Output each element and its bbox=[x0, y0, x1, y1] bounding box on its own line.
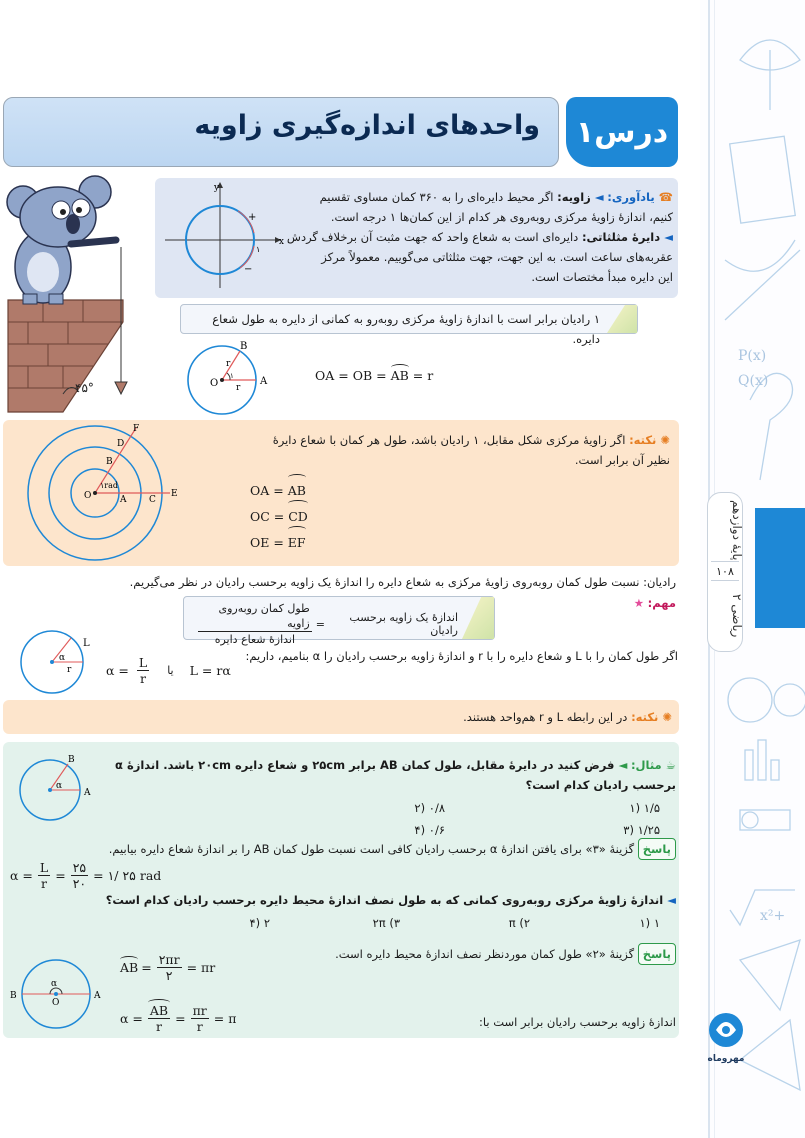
star-icon: ★ bbox=[633, 596, 644, 610]
page-title: واحدهای اندازه‌گیری زاویه bbox=[194, 110, 540, 141]
q1-line1: فرض کنید در دایرۀ مقابل، طول کمان AB برابر ۲۵cm و شعاع دایره ۲۰cm باشد. اندازۀ α bbox=[115, 758, 615, 772]
label-o: O bbox=[210, 378, 219, 389]
note1-text-2: نظیر آن برابر است. bbox=[574, 453, 670, 467]
formula-lhs: اندازهٔ یک زاویه برحسب رادیان bbox=[349, 611, 458, 637]
relation-formula: α = $\frac{L}{r}$ یا L = rα bbox=[106, 655, 231, 686]
chapter-label bbox=[707, 492, 743, 652]
definition-text: ۱ رادیان برابر است با اندازۀ زاویۀ مرکزی روبه‌رو به کمانی از دایره به طول شعاع دایره. bbox=[212, 312, 600, 346]
q2-equation-2: α = $\frac{AB}{r}$ = $\frac{\pi r}{r}$ = π bbox=[120, 1003, 237, 1034]
important-label bbox=[600, 593, 676, 613]
brand-logo bbox=[704, 1010, 748, 1068]
concentric-circles-figure bbox=[20, 424, 185, 562]
koala-illustration bbox=[3, 172, 153, 414]
svg-text:x²+: x²+ bbox=[760, 908, 786, 924]
note1-text-1: اگر زاویۀ مرکزی شکل مقابل، ۱ رادیان باشد، طول هر کمان با شعاع دایرۀ bbox=[272, 433, 626, 447]
q1-line2: برحسب رادیان کدام است؟ bbox=[525, 778, 676, 792]
e2-a: A bbox=[94, 991, 101, 1001]
e-b: B bbox=[68, 755, 75, 765]
c-label-o: O bbox=[84, 491, 92, 501]
important-tag: مهم: bbox=[647, 596, 676, 610]
f-r: r bbox=[67, 665, 72, 675]
note1-eq2: OC = CD bbox=[250, 504, 308, 530]
q2-options bbox=[140, 913, 660, 933]
label-r2: r bbox=[236, 383, 241, 393]
phone-icon: ☎ bbox=[654, 190, 673, 204]
radian-circle-figure bbox=[180, 340, 275, 418]
c-label-b: B bbox=[106, 457, 113, 467]
note1-eq1: OA = AB bbox=[250, 478, 308, 504]
svg-text:P(x): P(x) bbox=[738, 348, 767, 364]
trig-term: دایرۀ مثلثاتی: bbox=[581, 230, 661, 244]
right-margin bbox=[700, 0, 805, 1138]
page-number: ۱۰۸ bbox=[711, 561, 739, 581]
note1-eq3: OE = EF bbox=[250, 530, 308, 556]
angle-label: ۴۵° bbox=[75, 381, 94, 395]
reminder-text: ☎ یادآوری: ◄ زاویه: اگر محیط دایره‌ای را به ۳۶۰ کمان مساوی تقسیم کنیم، اندازهٔ زاویهٔ مرکزی روبه‌روی هر کدام از این کمان‌ها ۱ درجه است. ◄ دایرۀ مثلثاتی: دایره‌ای است به شعاع واحد که جهت مثبت آن برخلاف گردش عقربه‌های ساعت است. به این جهت، جهت مثلثاتی می‌گوییم. معمولاً مرکز این دایره مبدأ مختصات است. bbox=[285, 187, 673, 287]
q2-final-text: اندازۀ زاویه برحسب رادیان برابر است با: bbox=[478, 1015, 676, 1029]
c-label-rad: ۱rad bbox=[100, 481, 119, 490]
c-label-d: D bbox=[117, 439, 125, 449]
note2-text: ✺ نکته: در این رابطه L و r هم‌واحد هستند. bbox=[463, 710, 672, 724]
radian-intro: رادیان: نسبت طول کمان روبه‌روی زاویۀ مرکزی به شعاع دایره را اندازهٔ یک زاویه برحسب رادیان در نظر می‌گیریم. bbox=[129, 575, 676, 589]
chapter-name: پایۀ دوازدهم bbox=[730, 499, 744, 561]
reminder-tag: یادآوری: bbox=[607, 190, 655, 204]
example-circle-2 bbox=[6, 956, 106, 1032]
angle-term: زاویه: bbox=[557, 190, 591, 204]
formula-fraction: $\frac{\text{طول کمان روبه‌روی زاویه}}{\text{اندازهٔ شعاع دایره}}$ bbox=[198, 601, 312, 647]
q1-options bbox=[230, 798, 660, 840]
trig-text-3: این دایره مبدأ مختصات است. bbox=[531, 270, 673, 284]
q2-equation-1: AB = $\frac{۲\pi r}{۲}$ = πr bbox=[120, 952, 216, 983]
q2-option-2: π (۲ bbox=[508, 916, 530, 930]
e2-alpha: α bbox=[51, 979, 58, 989]
c-label-a: A bbox=[120, 495, 127, 505]
q1-calculation: α = $\frac{L}{r}$ = $\frac{۲۵}{۲۰}$ = ۱/ ۲۵ rad bbox=[10, 860, 162, 891]
example-circle-1 bbox=[10, 752, 105, 822]
q1-option-3: ۱/۲۵ (۳ bbox=[623, 823, 660, 837]
lesson-badge: درس۱ bbox=[566, 97, 678, 167]
e-alpha: α bbox=[56, 781, 63, 791]
trig-text-1: دایره‌ای است به شعاع واحد که جهت مثبت آن برخلاف گردش bbox=[286, 230, 579, 244]
q1-option-4: ۰/۶ (۴ bbox=[414, 823, 445, 837]
q1-option-1: ۱/۵ (۱ bbox=[629, 801, 660, 815]
q2-option-1: ۱ (۱ bbox=[639, 916, 660, 930]
cup-icon: ☕ bbox=[661, 758, 676, 772]
minus-sign: − bbox=[244, 264, 253, 275]
label-r1: r bbox=[226, 359, 231, 369]
arc-length-figure bbox=[15, 628, 95, 696]
chapter-tab bbox=[755, 508, 805, 628]
axis-y: y bbox=[214, 183, 220, 193]
bulb-icon: ✺ bbox=[656, 433, 670, 447]
q1-option-2: ۰/۸ (۲ bbox=[414, 801, 445, 815]
e2-b: B bbox=[10, 991, 17, 1001]
label-a: A bbox=[260, 376, 268, 387]
c-label-f: F bbox=[133, 424, 140, 434]
definition-equation: OA = OB = AB = r bbox=[315, 368, 434, 383]
example-question-2: ◄ اندازۀ زاویۀ مرکزی روبه‌روی کمانی که به طول نصف اندازۀ محیط دایره برحسب رادیان کدام است؟ bbox=[105, 893, 676, 907]
unit-circle-figure bbox=[160, 180, 285, 292]
subject-name: ریاضی ۲ bbox=[730, 594, 744, 638]
axis-x: x bbox=[278, 237, 284, 247]
angle-text-2: کنیم، اندازهٔ زاویهٔ مرکزی روبه‌روی هر کدام از این کمان‌ها ۱ درجه است. bbox=[330, 210, 673, 224]
f-alpha: α bbox=[59, 653, 66, 663]
q2-answer-text: گزینۀ «۲» طول کمان موردنظر نصف اندازۀ محیط دایره است. bbox=[335, 947, 635, 961]
note1-tag: نکته: bbox=[629, 433, 657, 447]
trig-text-2: عقربه‌های ساعت است. به این جهت، جهت مثلثاتی می‌گوییم. معمولاً مرکز bbox=[321, 250, 673, 264]
angle-text-1: اگر محیط دایره‌ای را به ۳۶۰ کمان مساوی تقسیم bbox=[319, 190, 554, 204]
bulb-icon-2: ✺ bbox=[658, 710, 672, 724]
brand-name: مهروماه bbox=[707, 1054, 745, 1064]
answer-tag-1: پاسخ bbox=[638, 838, 676, 860]
q2-option-3: ۲π (۳ bbox=[372, 916, 400, 930]
important-formula: اندازهٔ یک زاویه برحسب رادیان = $\frac{\text{طول کمان روبه‌روی زاویه}}{\text{اندازهٔ شعاع دایره}}$ bbox=[196, 601, 458, 647]
label-b: B bbox=[240, 341, 248, 352]
relation-text: اگر طول کمان را با L و شعاع دایره را با r و اندازۀ زاویه برحسب رادیان را α بنامیم، داریم: bbox=[245, 649, 678, 663]
c-label-e: E bbox=[171, 489, 178, 499]
example-tag: مثال: bbox=[630, 758, 662, 772]
f-l: L bbox=[83, 638, 90, 649]
answer-tag-2: پاسخ bbox=[638, 943, 676, 965]
q2-answer bbox=[300, 943, 676, 965]
e2-o: O bbox=[52, 998, 60, 1008]
plus-sign: + bbox=[248, 212, 257, 223]
q1-answer bbox=[40, 838, 676, 860]
note1-text bbox=[240, 430, 670, 470]
q2-option-4: ۲ (۴ bbox=[249, 916, 270, 930]
c-label-c: C bbox=[149, 495, 156, 505]
e-a: A bbox=[84, 788, 91, 798]
example-question-1: ☕ مثال: ◄ فرض کنید در دایرۀ مقابل، طول کمان AB برابر ۲۵cm و شعاع دایره ۲۰cm باشد. اندازۀ α برحسب رادیان کدام است؟ bbox=[110, 755, 676, 795]
q1-answer-text: گزینۀ «۳» برای یافتن اندازۀ α برحسب رادیان کافی است نسبت طول کمان AB را بر اندازۀ شعاع دایره بیابیم. bbox=[108, 842, 635, 856]
label-one: ۱ bbox=[230, 372, 234, 380]
note1-equations bbox=[250, 478, 308, 556]
radius-one: ۱ bbox=[256, 245, 261, 254]
svg-text:Q(x): Q(x) bbox=[738, 373, 769, 389]
